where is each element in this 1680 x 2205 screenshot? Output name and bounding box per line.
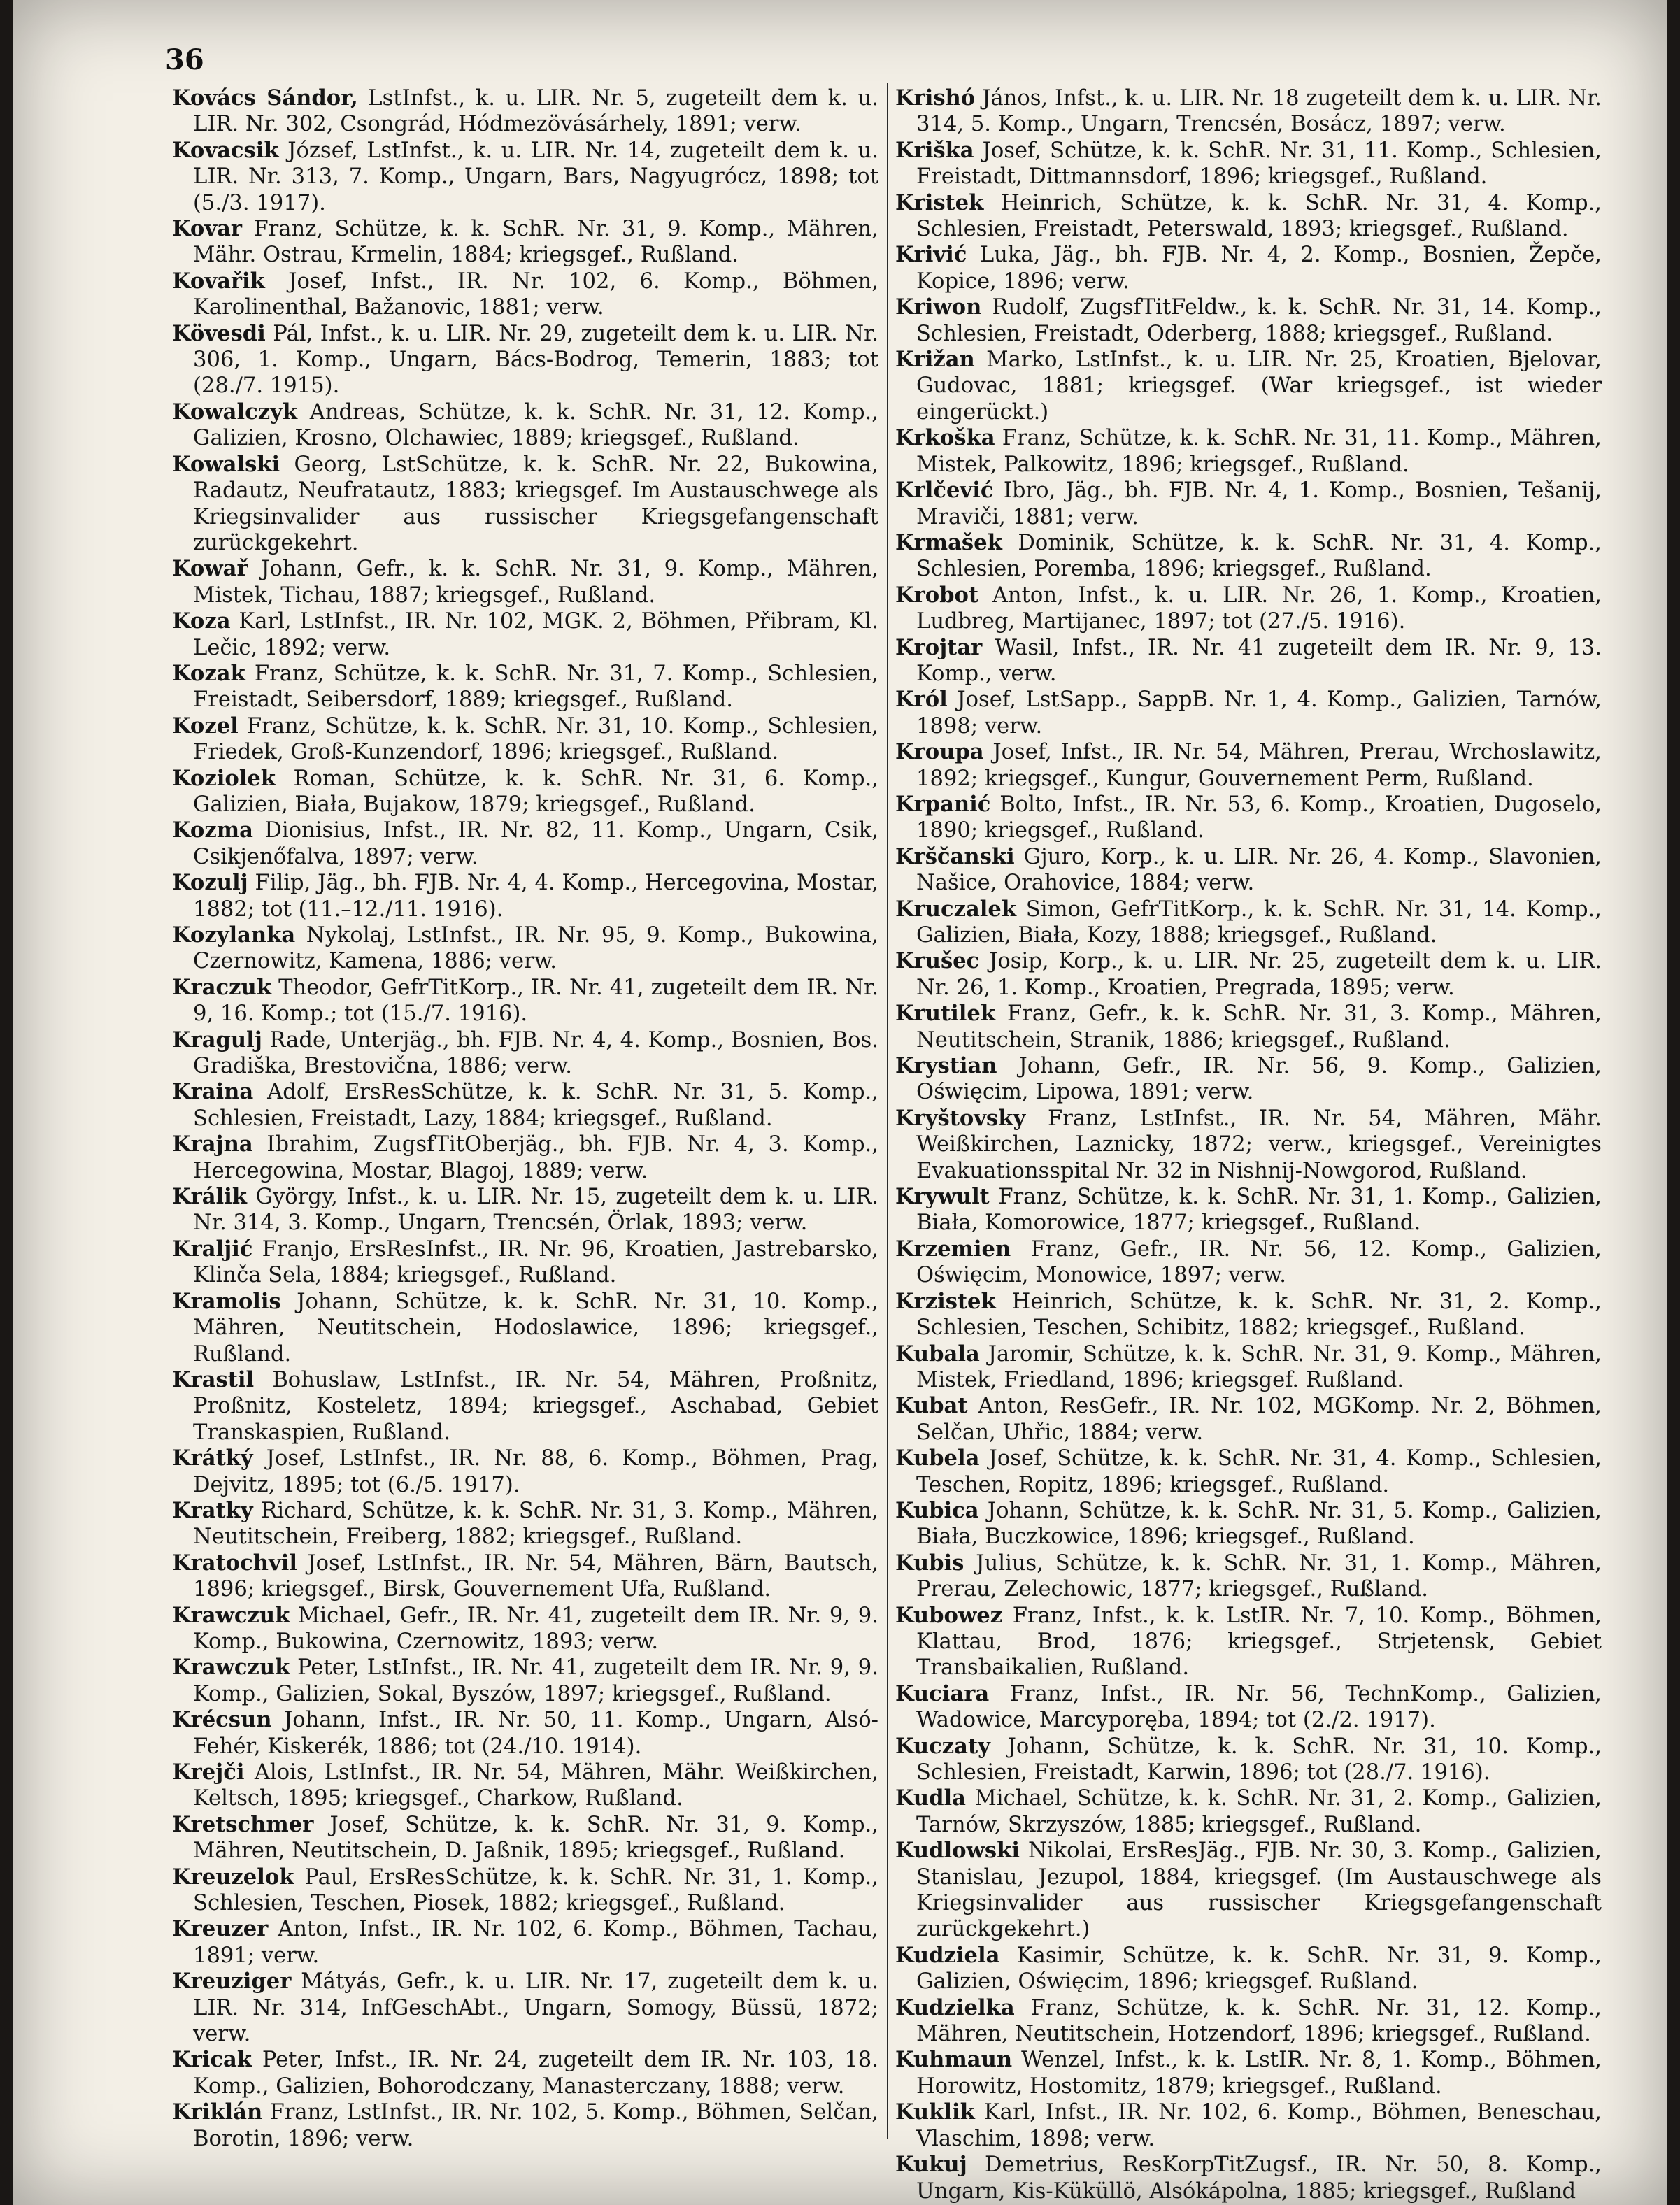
entry-details: Johann, Schütze, k. k. SchR. Nr. 31, 5. Komp., Galizien, Biała, Buczkowice, 1896; kriegsgef., Rußland.	[916, 1498, 1602, 1550]
entry-surname: Kuciara	[895, 1680, 990, 1706]
entry-surname: Krishó	[895, 85, 976, 110]
roster-entry	[895, 2047, 1602, 2099]
entry-surname: Kövesdi	[172, 320, 266, 346]
entry-surname: Kubica	[895, 1497, 979, 1523]
entry-details: Franz, Schütze, k. k. SchR. Nr. 31, 12. Komp., Mähren, Neutitschein, Hotzendorf, 1896; kriegsgef., Rußland.	[916, 1995, 1602, 2047]
entry-surname: Kretschmer	[172, 1811, 314, 1837]
entry-details: Johann, Schütze, k. k. SchR. Nr. 31, 10. Komp., Mähren, Neutitschein, Hodoslawice, 1896; kriegsgef., Rußland.	[193, 1289, 878, 1366]
roster-entry	[172, 713, 878, 766]
roster-entry	[172, 1655, 878, 1707]
entry-details: Luka, Jäg., bh. FJB. Nr. 4, 2. Komp., Bosnien, Žepče, Kopice, 1896; verw.	[916, 243, 1602, 294]
roster-entry	[895, 1001, 1602, 1053]
entry-surname: Kozel	[172, 713, 239, 738]
entry-surname: Krušec	[895, 948, 980, 974]
entry-surname: Kraina	[172, 1079, 254, 1105]
entry-surname: Králik	[172, 1184, 247, 1210]
entry-details: Johann, Gefr., IR. Nr. 56, 9. Komp., Galizien, Oświęcim, Lipowa, 1891; verw.	[916, 1054, 1602, 1105]
entry-surname: Kreuzelok	[172, 1864, 294, 1890]
roster-entry	[895, 1236, 1602, 1289]
roster-entry	[172, 216, 878, 269]
roster-entry	[172, 608, 878, 661]
entry-surname: Krastil	[172, 1366, 255, 1392]
entry-surname: Krawczuk	[172, 1602, 290, 1628]
roster-entry	[172, 1289, 878, 1367]
entry-details: Johann, Gefr., k. k. SchR. Nr. 31, 9. Komp., Mähren, Mistek, Tichau, 1887; kriegsgef., Rußland.	[193, 557, 878, 608]
roster-entry	[172, 556, 878, 608]
roster-entry	[172, 269, 878, 321]
roster-entry	[895, 1838, 1602, 1943]
entry-details: Franz, Schütze, k. k. SchR. Nr. 31, 9. Komp., Mähren, Mähr. Ostrau, Krmelin, 1884; kriegsgef., Rußland.	[193, 217, 878, 268]
roster-entry	[172, 1027, 878, 1080]
entry-surname: Kowař	[172, 556, 248, 582]
entry-details: Franjo, ErsResInfst., IR. Nr. 96, Kroatien, Jastrebarsko, Klinča Sela, 1884; kriegsgef., Rußland.	[193, 1236, 878, 1288]
left-column	[172, 85, 878, 2152]
entry-details: Bolto, Infst., IR. Nr. 53, 6. Komp., Kroatien, Dugoselo, 1890; kriegsgef., Rußland.	[916, 792, 1602, 843]
roster-entry	[895, 948, 1602, 1001]
entry-surname: Krobot	[895, 582, 979, 608]
entry-details: Rudolf, ZugsfTitFeldw., k. k. SchR. Nr. 31, 14. Komp., Schlesien, Freistadt, Oderberg, 1888; kriegsgef., Rußland.	[916, 295, 1602, 346]
entry-surname: Krawczuk	[172, 1655, 290, 1680]
entry-details: Nykolaj, LstInfst., IR. Nr. 95, 9. Komp., Bukowina, Czernowitz, Kamena, 1886; verw.	[193, 923, 878, 974]
entry-surname: Kudziela	[895, 1942, 1000, 1968]
roster-entry	[895, 583, 1602, 635]
entry-surname: Kozma	[172, 818, 253, 843]
roster-entry	[172, 2047, 878, 2099]
roster-entry	[172, 975, 878, 1027]
scanned-page	[13, 0, 1667, 2205]
entry-details: Paul, ErsResSchütze, k. k. SchR. Nr. 31, 1. Komp., Schlesien, Teschen, Piosek, 1882; kriegsgef., Rußland.	[193, 1864, 878, 1916]
roster-entry	[172, 399, 878, 452]
entry-surname: Koziolek	[172, 765, 276, 791]
roster-entry	[895, 1550, 1602, 1603]
entry-details: József, LstInfst., k. u. LIR. Nr. 14, zugeteilt dem k. u. LIR. Nr. 313, 7. Komp., Ungarn, Bars, Nagyugrócz, 1898; tot (5./3. 1917).	[193, 138, 878, 215]
roster-entry	[895, 1603, 1602, 1681]
entry-surname: Kruczalek	[895, 896, 1017, 922]
roster-entry	[172, 1969, 878, 2047]
roster-entry	[172, 1550, 878, 1603]
entry-details: Anton, ResGefr., IR. Nr. 102, MGKomp. Nr. 2, Böhmen, Selčan, Uhřic, 1884; verw.	[916, 1394, 1602, 1445]
roster-entry	[895, 530, 1602, 583]
entry-details: Franz, Gefr., IR. Nr. 56, 12. Komp., Galizien, Oświęcim, Monowice, 1897; verw.	[916, 1236, 1602, 1288]
roster-entry	[172, 1132, 878, 1184]
entry-surname: Krlčević	[895, 478, 994, 504]
entry-surname: Kuhmaun	[895, 2047, 1013, 2073]
entry-details: Franz, Schütze, k. k. SchR. Nr. 31, 1. Komp., Galizien, Biała, Komorowice, 1877; kriegsgef., Rußland.	[916, 1185, 1602, 1236]
roster-entry	[895, 1289, 1602, 1341]
entry-surname: Kubela	[895, 1446, 980, 1471]
entry-details: Demetrius, ResKorpTitZugsf., IR. Nr. 50, 8. Komp., Ungarn, Kis-Küküllö, Alsókápolna, 1885; kriegsgef., Rußland	[916, 2153, 1602, 2204]
entry-surname: Krojtar	[895, 634, 983, 660]
entry-details: János, Infst., k. u. LIR. Nr. 18 zugeteilt dem k. u. LIR. Nr. 314, 5. Komp., Ungarn, Trencsén, Bosácz, 1897; verw.	[916, 86, 1602, 137]
entry-details: Andreas, Schütze, k. k. SchR. Nr. 31, 12. Komp., Galizien, Krosno, Olchawiec, 1889; kriegsgef., Rußland.	[193, 399, 878, 451]
entry-details: Karl, LstInfst., IR. Nr. 102, MGK. 2, Böhmen, Přibram, Kl. Lečic, 1892; verw.	[193, 609, 878, 660]
entry-details: Mátyás, Gefr., k. u. LIR. Nr. 17, zugeteilt dem k. u. LIR. Nr. 314, InfGeschAbt., Ungarn, Somogy, Büssü, 1872; verw.	[193, 1969, 878, 2047]
entry-details: Nikolai, ErsResJäg., FJB. Nr. 30, 3. Komp., Galizien, Stanislau, Jezupol, 1884, kriegsgef. (Im Austauschwege als Kriegsinvalider aus russischer Kriegsgefangenschaft zurückgekehrt.)	[916, 1839, 1602, 1942]
roster-entry	[172, 1079, 878, 1132]
entry-surname: Kowalski	[172, 451, 280, 477]
entry-surname: Krzemien	[895, 1236, 1011, 1262]
entry-surname: Kubowez	[895, 1602, 1003, 1628]
roster-entry	[895, 478, 1602, 530]
entry-surname: Krejči	[172, 1760, 245, 1785]
entry-details: Karl, Infst., IR. Nr. 102, 6. Komp., Böhmen, Beneschau, Vlaschim, 1898; verw.	[916, 2100, 1602, 2151]
entry-details: Wenzel, Infst., k. k. LstIR. Nr. 8, 1. Komp., Böhmen, Horowitz, Hostomitz, 1879; kriegsgef., Rußland.	[916, 2048, 1602, 2099]
entry-details: Peter, Infst., IR. Nr. 24, zugeteilt dem IR. Nr. 103, 18. Komp., Galizien, Bohorodczany, Manasterczany, 1888; verw.	[193, 2048, 878, 2099]
entry-surname: Kristek	[895, 190, 984, 215]
roster-entry	[895, 844, 1602, 897]
roster-entry	[895, 1106, 1602, 1184]
entry-details: Franz, Schütze, k. k. SchR. Nr. 31, 10. Komp., Schlesien, Friedek, Groß-Kunzendorf, 1896; kriegsgef., Rußland.	[193, 713, 878, 765]
entry-details: György, Infst., k. u. LIR. Nr. 15, zugeteilt dem k. u. LIR. Nr. 314, 3. Komp., Ungarn, Trencsén, Örlak, 1893; verw.	[193, 1185, 878, 1236]
entry-surname: Križan	[895, 347, 975, 373]
roster-entry	[172, 1446, 878, 1498]
entry-surname: Koza	[172, 608, 231, 634]
entry-details: Heinrich, Schütze, k. k. SchR. Nr. 31, 2. Komp., Schlesien, Teschen, Schibitz, 1882; kriegsgef., Rußland.	[916, 1289, 1602, 1341]
entry-surname: Kovács Sándor,	[172, 85, 358, 110]
entry-details: Josef, Schütze, k. k. SchR. Nr. 31, 9. Komp., Mähren, Neutitschein, D. Jaßnik, 1895; kriegsgef., Rußland.	[193, 1812, 878, 1864]
roster-entry	[895, 1341, 1602, 1394]
roster-entry	[172, 2099, 878, 2152]
entry-surname: Krystian	[895, 1053, 997, 1079]
roster-entry	[172, 321, 878, 399]
entry-surname: Kricak	[172, 2047, 252, 2073]
entry-details: Josef, Schütze, k. k. SchR. Nr. 31, 4. Komp., Schlesien, Teschen, Ropitz, 1896; kriegsgef., Rußland.	[916, 1446, 1602, 1497]
entry-details: Bohuslaw, LstInfst., IR. Nr. 54, Mähren, Proßnitz, Proßnitz, Kosteletz, 1894; kriegsgef., Aschabad, Gebiet Transkaspien, Rußland.	[193, 1367, 878, 1445]
roster-entry	[895, 425, 1602, 478]
roster-entry	[895, 1184, 1602, 1236]
entry-details: Jaromir, Schütze, k. k. SchR. Nr. 31, 9. Komp., Mähren, Mistek, Friedland, 1896; kriegsgef. Rußland.	[916, 1341, 1602, 1392]
roster-entry	[172, 138, 878, 216]
entry-details: Franz, Infst., IR. Nr. 56, TechnKomp., Galizien, Wadowice, Marcyporęba, 1894; tot (2./2. 1917).	[916, 1681, 1602, 1733]
entry-details: Johann, Schütze, k. k. SchR. Nr. 31, 10. Komp., Schlesien, Freistadt, Karwin, 1896; tot (28./7. 1916).	[916, 1734, 1602, 1785]
page-number: 36	[165, 43, 204, 76]
entry-surname: Kubat	[895, 1393, 968, 1419]
entry-surname: Kudla	[895, 1785, 966, 1811]
roster-entry	[895, 190, 1602, 243]
entry-surname: Kovar	[172, 216, 243, 242]
roster-entry	[895, 1498, 1602, 1550]
entry-surname: Kudzielka	[895, 1995, 1015, 2020]
roster-entry	[172, 452, 878, 557]
roster-entry	[172, 870, 878, 922]
roster-entry	[895, 2152, 1602, 2204]
entry-details: Franz, Infst., k. k. LstIR. Nr. 7, 10. Komp., Böhmen, Klattau, Brod, 1876; kriegsgef., Strjetensk, Gebiet Transbaikalien, Rußland.	[916, 1603, 1602, 1680]
entry-details: Rade, Unterjäg., bh. FJB. Nr. 4, 4. Komp., Bosnien, Bos. Gradiška, Brestovična, 1886; verw.	[193, 1027, 878, 1079]
roster-entry	[895, 635, 1602, 687]
entry-details: Franz, LstInfst., IR. Nr. 54, Mähren, Mähr. Weißkirchen, Laznicky, 1872; verw., kriegsgef., Vereinigtes Evakuationsspital Nr. 32 in Nishnij-Nowgorod, Rußland.	[916, 1106, 1602, 1183]
entry-details: Josef, Infst., IR. Nr. 102, 6. Komp., Böhmen, Karolinenthal, Bažanovic, 1881; verw.	[193, 269, 878, 320]
entry-surname: Kriška	[895, 137, 974, 163]
roster-entry	[895, 739, 1602, 792]
entry-details: Richard, Schütze, k. k. SchR. Nr. 31, 3. Komp., Mähren, Neutitschein, Freiberg, 1882; kriegsgef., Rußland.	[193, 1498, 878, 1550]
entry-details: Dominik, Schütze, k. k. SchR. Nr. 31, 4. Komp., Schlesien, Poremba, 1896; kriegsgef., Rußland.	[916, 530, 1602, 582]
roster-entry	[895, 85, 1602, 138]
entry-surname: Krpanić	[895, 791, 991, 817]
entry-surname: Kroupa	[895, 739, 984, 765]
entry-surname: Król	[895, 687, 948, 713]
entry-surname: Krzistek	[895, 1288, 996, 1314]
roster-entry	[172, 1603, 878, 1655]
column-divider	[887, 83, 888, 2139]
entry-details: Michael, Schütze, k. k. SchR. Nr. 31, 2. Komp., Galizien, Tarnów, Skrzyszów, 1885; kriegsgef., Rußland.	[916, 1786, 1602, 1837]
roster-entry	[895, 294, 1602, 347]
roster-entry	[895, 1681, 1602, 1734]
entry-details: Wasil, Infst., IR. Nr. 41 zugeteilt dem IR. Nr. 9, 13. Komp., verw.	[916, 635, 1602, 686]
right-column	[895, 85, 1602, 2204]
roster-entry	[172, 1760, 878, 1812]
entry-details: Ibrahim, ZugsfTitOberjäg., bh. FJB. Nr. 4, 3. Komp., Hercegowina, Mostar, Blagoj, 1889; verw.	[193, 1132, 878, 1183]
entry-details: Franz, Gefr., k. k. SchR. Nr. 31, 3. Komp., Mähren, Neutitschein, Stranik, 1886; kriegsgef., Rußland.	[916, 1001, 1602, 1052]
entry-surname: Kreuzer	[172, 1916, 269, 1942]
entry-surname: Kuklik	[895, 2099, 975, 2125]
entry-details: Josef, Infst., IR. Nr. 54, Mähren, Prerau, Wrchoslawitz, 1892; kriegsgef., Kungur, Gouvernement Perm, Rußland.	[916, 740, 1602, 791]
entry-details: Franz, LstInfst., IR. Nr. 102, 5. Komp., Böhmen, Selčan, Borotin, 1896; verw.	[193, 2100, 878, 2151]
entry-details: LstInfst., k. u. LIR. Nr. 5, zugeteilt dem k. u. LIR. Nr. 302, Csongrád, Hódmezövásárhely, 1891; verw.	[193, 86, 878, 137]
entry-details: Roman, Schütze, k. k. SchR. Nr. 31, 6. Komp., Galizien, Biała, Bujakow, 1879; kriegsgef., Rußland.	[193, 766, 878, 817]
entry-details: Franz, Schütze, k. k. SchR. Nr. 31, 7. Komp., Schlesien, Freistadt, Seibersdorf, 1889; kriegsgef., Rußland.	[193, 661, 878, 713]
roster-entry	[172, 1812, 878, 1864]
entry-surname: Kovařik	[172, 268, 265, 294]
entry-details: Theodor, GefrTitKorp., IR. Nr. 41, zugeteilt dem IR. Nr. 9, 16. Komp.; tot (15./7. 1916).	[193, 975, 878, 1027]
roster-entry	[172, 85, 878, 138]
roster-entry	[895, 2099, 1602, 2152]
roster-entry	[895, 1393, 1602, 1446]
entry-surname: Krmašek	[895, 529, 1002, 555]
roster-entry	[895, 897, 1602, 949]
entry-surname: Krécsun	[172, 1707, 272, 1733]
roster-entry	[895, 687, 1602, 739]
entry-surname: Kovacsik	[172, 137, 279, 163]
entry-details: Josef, LstSapp., SappB. Nr. 1, 4. Komp., Galizien, Tarnów, 1898; verw.	[916, 687, 1602, 738]
entry-details: Anton, Infst., IR. Nr. 102, 6. Komp., Böhmen, Tachau, 1891; verw.	[193, 1917, 878, 1968]
entry-surname: Krywult	[895, 1184, 990, 1210]
entry-details: Gjuro, Korp., k. u. LIR. Nr. 26, 4. Komp., Slavonien, Našice, Orahovice, 1884; verw.	[916, 844, 1602, 896]
entry-details: Alois, LstInfst., IR. Nr. 54, Mähren, Mähr. Weißkirchen, Keltsch, 1895; kriegsgef., Charkow, Rußland.	[193, 1760, 878, 1811]
entry-details: Josef, LstInfst., IR. Nr. 54, Mähren, Bärn, Bautsch, 1896; kriegsgef., Birsk, Gouvernement Ufa, Rußland.	[193, 1550, 878, 1602]
entry-surname: Kuczaty	[895, 1733, 990, 1759]
entry-surname: Krivić	[895, 242, 967, 268]
entry-details: Simon, GefrTitKorp., k. k. SchR. Nr. 31, 14. Komp., Galizien, Biała, Kozy, 1888; kriegsgef., Rußland.	[916, 897, 1602, 948]
entry-surname: Krkoška	[895, 425, 995, 451]
roster-entry	[172, 1184, 878, 1236]
entry-surname: Kratochvil	[172, 1550, 297, 1576]
roster-entry	[172, 1236, 878, 1289]
roster-entry	[172, 661, 878, 713]
roster-entry	[172, 818, 878, 870]
roster-entry	[895, 138, 1602, 190]
entry-details: Filip, Jäg., bh. FJB. Nr. 4, 4. Komp., Hercegovina, Mostar, 1882; tot (11.–12./11. 1916).	[193, 871, 878, 922]
entry-surname: Kubis	[895, 1550, 964, 1576]
roster-entry	[895, 242, 1602, 294]
entry-surname: Krutilek	[895, 1001, 995, 1027]
entry-details: Peter, LstInfst., IR. Nr. 41, zugeteilt dem IR. Nr. 9, 9. Komp., Galizien, Sokal, Byszów, 1897; kriegsgef., Rußland.	[193, 1655, 878, 1706]
entry-surname: Kubala	[895, 1341, 980, 1366]
entry-details: Franz, Schütze, k. k. SchR. Nr. 31, 11. Komp., Mähren, Mistek, Palkowitz, 1896; kriegsgef., Rußland.	[916, 426, 1602, 477]
roster-entry	[895, 1943, 1602, 1995]
roster-entry	[172, 1498, 878, 1550]
entry-details: Heinrich, Schütze, k. k. SchR. Nr. 31, 4. Komp., Schlesien, Freistadt, Peterswald, 1893; kriegsgef., Rußland.	[916, 190, 1602, 242]
entry-surname: Kudlowski	[895, 1838, 1020, 1864]
entry-details: Marko, LstInfst., k. u. LIR. Nr. 25, Kroatien, Bjelovar, Gudovac, 1881; kriegsgef. (War kriegsgef., ist wieder eingerückt.)	[916, 348, 1602, 424]
roster-entry	[172, 1707, 878, 1760]
roster-entry	[172, 766, 878, 818]
entry-details: Ibro, Jäg., bh. FJB. Nr. 4, 1. Komp., Bosnien, Tešanij, Mraviči, 1881; verw.	[916, 478, 1602, 529]
roster-entry	[172, 1367, 878, 1446]
roster-entry	[895, 792, 1602, 844]
entry-details: Kasimir, Schütze, k. k. SchR. Nr. 31, 9. Komp., Galizien, Oświęcim, 1896; kriegsgef. Rußland.	[916, 1943, 1602, 1995]
entry-surname: Kragulj	[172, 1027, 262, 1052]
entry-surname: Krátký	[172, 1446, 253, 1471]
entry-details: Anton, Infst., k. u. LIR. Nr. 26, 1. Komp., Kroatien, Ludbreg, Martijanec, 1897; tot (27./5. 1916).	[916, 583, 1602, 634]
entry-surname: Kratky	[172, 1497, 253, 1523]
entry-details: Michael, Gefr., IR. Nr. 41, zugeteilt dem IR. Nr. 9, 9. Komp., Bukowina, Czernowitz, 1893; verw.	[193, 1603, 878, 1654]
roster-entry	[172, 922, 878, 975]
entry-details: Josef, LstInfst., IR. Nr. 88, 6. Komp., Böhmen, Prag, Dejvitz, 1895; tot (6./5. 1917).	[193, 1446, 878, 1497]
entry-surname: Kozylanka	[172, 922, 296, 948]
entry-details: Pál, Infst., k. u. LIR. Nr. 29, zugeteilt dem k. u. LIR. Nr. 306, 1. Komp., Ungarn, Bács-Bodrog, Temerin, 1883; tot (28./7. 1915).	[193, 321, 878, 399]
roster-entry	[172, 1916, 878, 1969]
roster-entry	[172, 1864, 878, 1917]
entry-details: Dionisius, Infst., IR. Nr. 82, 11. Komp., Ungarn, Csik, Csikjenőfalva, 1897; verw.	[193, 818, 878, 869]
roster-entry	[895, 347, 1602, 425]
entry-details: Johann, Infst., IR. Nr. 50, 11. Komp., Ungarn, Alsó-Fehér, Kiskerék, 1886; tot (24./10. 1914).	[193, 1708, 878, 1759]
entry-details: Adolf, ErsResSchütze, k. k. SchR. Nr. 31, 5. Komp., Schlesien, Freistadt, Lazy, 1884; kriegsgef., Rußland.	[193, 1080, 878, 1131]
entry-surname: Kukuj	[895, 2152, 967, 2178]
entry-details: Julius, Schütze, k. k. SchR. Nr. 31, 1. Komp., Mähren, Prerau, Zelechowic, 1877; kriegsgef., Rußland.	[916, 1550, 1602, 1602]
entry-details: Josef, Schütze, k. k. SchR. Nr. 31, 11. Komp., Schlesien, Freistadt, Dittmannsdorf, 1896; kriegsgef., Rußland.	[916, 138, 1602, 190]
roster-entry	[895, 1734, 1602, 1786]
entry-surname: Kreuziger	[172, 1969, 292, 1995]
entry-surname: Kraczuk	[172, 974, 271, 1000]
entry-surname: Kriklán	[172, 2099, 263, 2125]
roster-entry	[895, 1446, 1602, 1498]
entry-surname: Krajna	[172, 1132, 253, 1157]
entry-surname: Krščanski	[895, 843, 1015, 869]
roster-entry	[895, 1785, 1602, 1838]
entry-surname: Kowalczyk	[172, 399, 298, 424]
entry-surname: Kryštovsky	[895, 1105, 1026, 1131]
entry-surname: Kozulj	[172, 870, 248, 896]
roster-entry	[895, 1995, 1602, 2048]
entry-details: Josip, Korp., k. u. LIR. Nr. 25, zugeteilt dem k. u. LIR. Nr. 26, 1. Komp., Kroatien, Pregrada, 1895; verw.	[916, 949, 1602, 1000]
entry-surname: Kramolis	[172, 1288, 281, 1314]
entry-details: Georg, LstSchütze, k. k. SchR. Nr. 22, Bukowina, Radautz, Neufratautz, 1883; kriegsgef. Im Austauschwege als Kriegsinvalider aus russischer Kriegsgefangenschaft zurückgekehrt.	[193, 452, 878, 555]
entry-surname: Kozak	[172, 660, 245, 686]
entry-surname: Kriwon	[895, 294, 982, 320]
entry-surname: Kraljić	[172, 1236, 253, 1262]
roster-entry	[895, 1053, 1602, 1106]
